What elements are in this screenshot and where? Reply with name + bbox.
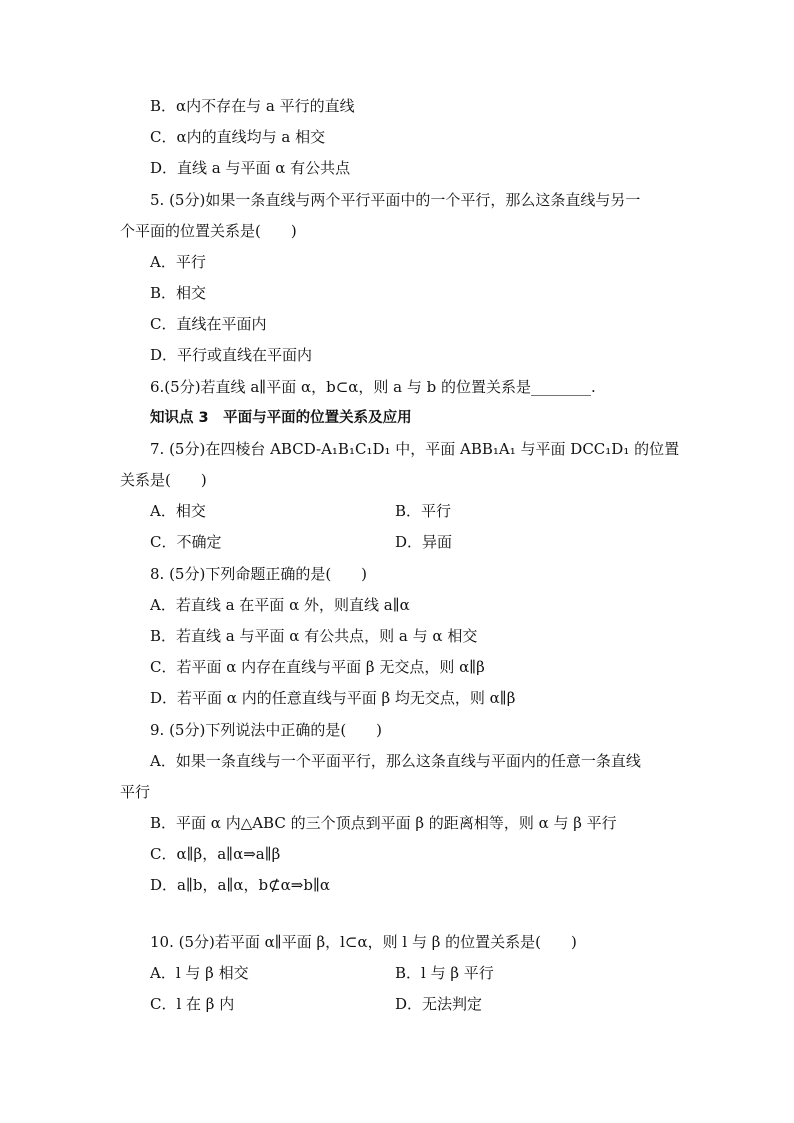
q8-option-c: C．若平面 α 内存在直线与平面 β 无交点，则 α∥β: [150, 658, 485, 676]
q5-option-a: A．平行: [150, 253, 206, 271]
q7-option-b: B．平行: [395, 502, 452, 520]
q4-option-b: B．α内不存在与 a 平行的直线: [150, 97, 355, 115]
q10-option-c: C．l 在 β 内: [150, 995, 235, 1013]
q5-option-c: C．直线在平面内: [150, 315, 267, 333]
q10-option-b: B．l 与 β 平行: [395, 964, 494, 982]
q9-stem: 9. (5分)下列说法中正确的是( ): [150, 721, 383, 739]
q9-option-a-line2: 平行: [120, 783, 151, 801]
q5-stem-line1: 5. (5分)如果一条直线与两个平行平面中的一个平行，那么这条直线与另一: [150, 191, 641, 209]
q10-option-a: A．l 与 β 相交: [150, 964, 249, 982]
q8-stem: 8. (5分)下列命题正确的是( ): [150, 565, 368, 583]
q7-option-c: C．不确定: [150, 533, 222, 551]
q8-option-d: D．若平面 α 内的任意直线与平面 β 均无交点，则 α∥β: [150, 689, 516, 707]
q8-option-a: A．若直线 a 在平面 α 外，则直线 a∥α: [150, 596, 410, 614]
q5-stem-line2: 个平面的位置关系是( ): [120, 222, 297, 240]
q8-option-b: B．若直线 a 与平面 α 有公共点，则 a 与 α 相交: [150, 627, 478, 645]
q6-stem: 6.(5分)若直线 a∥平面 α，b⊂α，则 a 与 b 的位置关系是________.: [150, 378, 596, 396]
q9-option-d: D．a∥b，a∥α，b⊄α⇒b∥α: [150, 876, 331, 894]
q7-option-d: D．异面: [395, 533, 453, 551]
q10-stem: 10. (5分)若平面 α∥平面 β，l⊂α，则 l 与 β 的位置关系是( ): [150, 933, 577, 951]
q7-option-a: A．相交: [150, 502, 206, 520]
q9-option-c: C．α∥β，a∥α⇒a∥β: [150, 845, 281, 863]
q9-option-a-line1: A．如果一条直线与一个平面平行，那么这条直线与平面内的任意一条直线: [150, 752, 641, 770]
q4-option-d: D．直线 a 与平面 α 有公共点: [150, 159, 351, 177]
q7-stem-line2: 关系是( ): [120, 471, 207, 489]
section-heading: 知识点 3 平面与平面的位置关系及应用: [150, 410, 412, 426]
q7-stem-line1: 7. (5分)在四棱台 ABCD-A₁B₁C₁D₁ 中，平面 ABB₁A₁ 与平面 DCC₁D₁ 的位置: [150, 440, 680, 458]
q5-option-d: D．平行或直线在平面内: [150, 346, 313, 364]
q4-option-c: C．α内的直线均与 a 相交: [150, 128, 326, 146]
q5-option-b: B．相交: [150, 284, 207, 302]
q10-option-d: D．无法判定: [395, 995, 483, 1013]
q9-option-b: B．平面 α 内△ABC 的三个顶点到平面 β 的距离相等，则 α 与 β 平行: [150, 814, 617, 832]
